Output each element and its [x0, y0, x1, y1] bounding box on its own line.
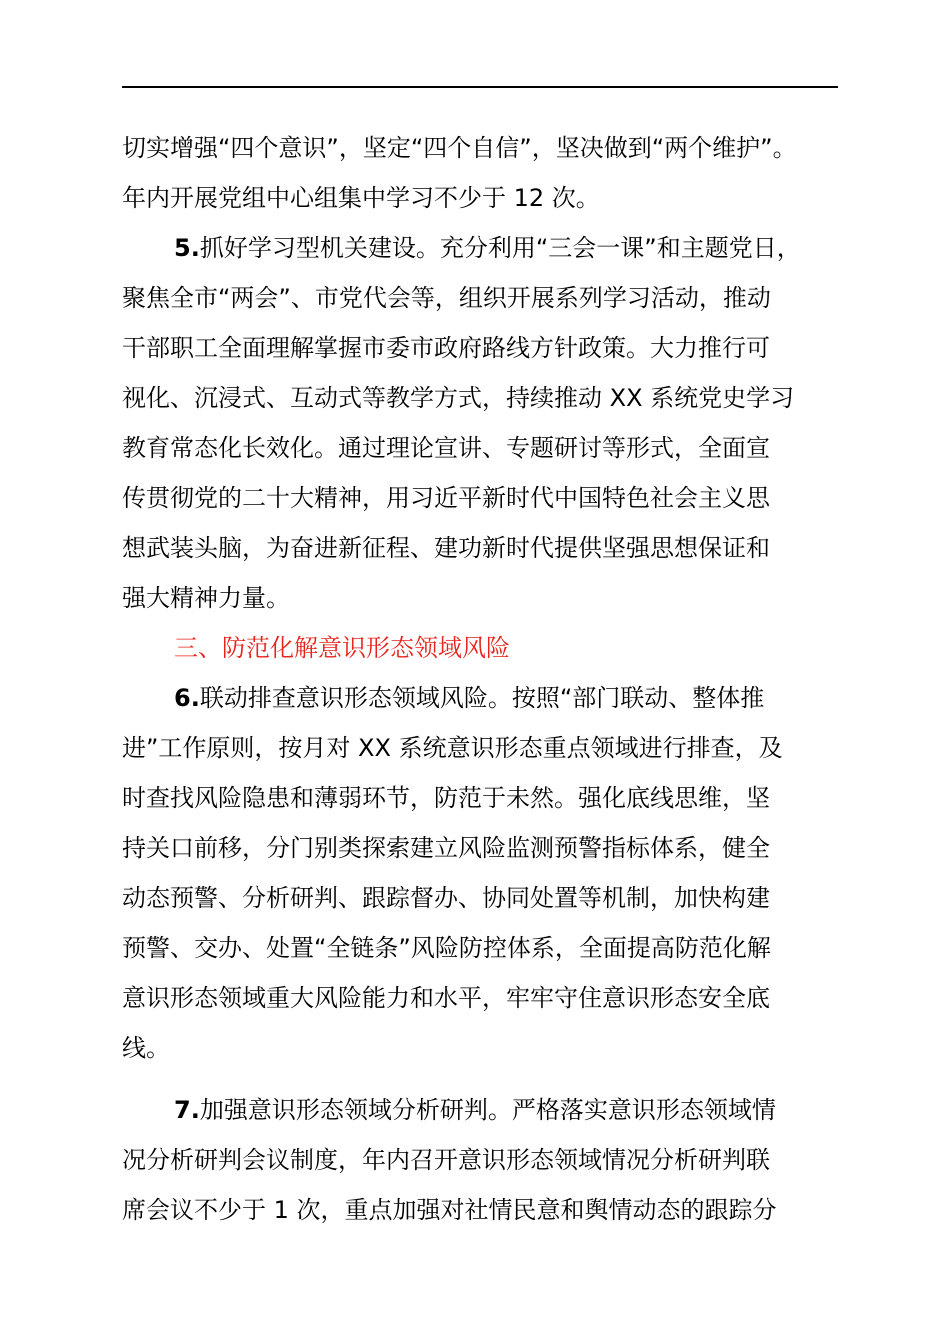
paragraph-line: 动态预警、分析研判、跟踪督办、协同处置等机制，加快构建	[122, 884, 770, 912]
section-heading: 三、防范化解意识形态领域风险	[174, 634, 510, 662]
paragraph-line: 况分析研判会议制度，年内召开意识形态领域情况分析研判联	[122, 1146, 770, 1174]
item-7-number: 7.	[174, 1096, 200, 1124]
paragraph-line: 意识形态领域重大风险能力和水平，牢牢守住意识形态安全底	[122, 984, 770, 1012]
item-7-first-line	[122, 1085, 838, 1135]
paragraph-line: 想武装头脑，为奋进新征程、建功新时代提供坚强思想保证和	[122, 534, 770, 562]
item-6-text: 联动排查意识形态领域风险。按照“部门联动、整体推	[199, 684, 765, 712]
paragraph-line: 年内开展党组中心组集中学习不少于 12 次。	[122, 184, 600, 212]
paragraph-line: 席会议不少于 1 次，重点加强对社情民意和舆情动态的跟踪分	[122, 1196, 777, 1224]
item-6-number: 6.	[174, 684, 200, 712]
paragraph-gap	[122, 1073, 838, 1085]
paragraph-line: 视化、沉浸式、互动式等教学方式，持续推动 XX 系统党史学习	[122, 384, 795, 412]
paragraph-line: 线。	[122, 1034, 170, 1062]
document-body	[122, 123, 838, 1235]
paragraph-line: 传贯彻党的二十大精神，用习近平新时代中国特色社会主义思	[122, 484, 770, 512]
item-6-first-line	[122, 673, 838, 723]
item-5-number: 5.	[174, 234, 200, 262]
item-5-text: 抓好学习型机关建设。充分利用“三会一课”和主题党日，	[199, 234, 801, 262]
paragraph-line: 强大精神力量。	[122, 584, 290, 612]
paragraph-line: 教育常态化长效化。通过理论宣讲、专题研讨等形式，全面宣	[122, 434, 770, 462]
header-rule	[122, 86, 838, 88]
item-7-text: 加强意识形态领域分析研判。严格落实意识形态领域情	[199, 1096, 776, 1124]
paragraph-line: 预警、交办、处置“全链条”风险防控体系，全面提高防范化解	[122, 934, 771, 962]
paragraph-line: 持关口前移，分门别类探索建立风险监测预警指标体系，健全	[122, 834, 770, 862]
paragraph-line: 时查找风险隐患和薄弱环节，防范于未然。强化底线思维，坚	[122, 784, 770, 812]
paragraph-line: 干部职工全面理解掌握市委市政府路线方针政策。大力推行可	[122, 334, 770, 362]
paragraph-line: 聚焦全市“两会”、市党代会等，组织开展系列学习活动，推动	[122, 284, 771, 312]
item-5-first-line	[122, 223, 838, 273]
paragraph-line: 进”工作原则，按月对 XX 系统意识形态重点领域进行排查，及	[122, 734, 783, 762]
paragraph-line: 切实增强“四个意识”，坚定“四个自信”，坚决做到“两个维护”。	[122, 134, 797, 162]
